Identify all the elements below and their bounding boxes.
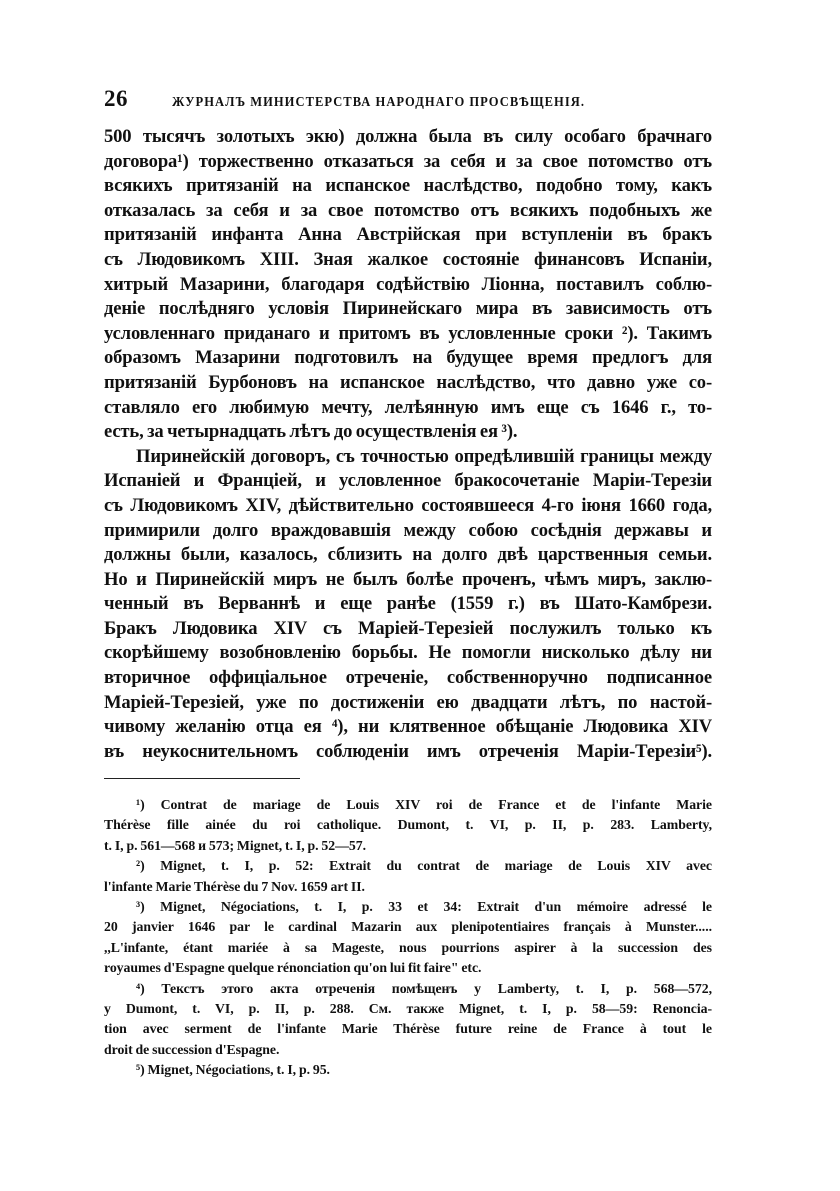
- footnote-line: у Dumont, t. VI, p. II, p. 288. См. также Mignet, t. I, p. 58—59: Renoncia-: [104, 1000, 712, 1016]
- footnote-line: ⁵) Mignet, Négociations, t. I, p. 95.: [136, 1062, 330, 1078]
- text-line: примирили долго враждовавшія между собою сосѣднія державы и: [104, 519, 712, 541]
- page-number: 26: [104, 86, 128, 111]
- paragraph: [104, 125, 712, 445]
- footnote-line: ¹) Contrat de mariage de Louis XIV roi de France et de l'infante Marie: [136, 797, 712, 812]
- main-text: [104, 125, 712, 764]
- footnote: [104, 1060, 712, 1080]
- text-line: условленнаго приданаго и притомъ въ условленные сроки ²). Такимъ: [104, 322, 712, 344]
- footnote: [104, 856, 712, 897]
- footnote-separator: [104, 778, 300, 779]
- footnote: [104, 795, 712, 856]
- text-line: договора¹) торжественно отказаться за себя и за свое потомство отъ: [104, 150, 712, 172]
- text-line: чивому желанію отца ея ⁴), ни клятвенное обѣщаніе Людовика XIV: [104, 716, 712, 738]
- footnote-line: ³) Mignet, Négociations, t. I, p. 33 et 34: Extrait d'un mémoire adressé le: [136, 898, 712, 914]
- footnote-line: l'infante Marie Thérèse du 7 Nov. 1659 art II.: [104, 878, 365, 894]
- text-line: должны были, казалось, сблизить на долго двѣ царственныя семьи.: [104, 544, 712, 566]
- footnote-line: t. I, p. 561—568 и 573; Mignet, t. I, p. 52—57.: [104, 837, 366, 853]
- text-line: Бракъ Людовика XIV съ Маріей-Терезіей послужилъ только къ: [104, 617, 712, 639]
- text-line: хитрый Мазарини, благодаря содѣйствію Ліонна, поставилъ соблю-: [104, 273, 712, 295]
- text-line: всякихъ притязаній на испанское наслѣдство, подобно тому, какъ: [104, 175, 712, 197]
- text-line: 500 тысячъ золотыхъ экю) должна была въ силу особаго брачнаго: [104, 126, 712, 147]
- footnote-line: ⁴) Текстъ этого акта отреченія помѣщенъ у Lamberty, t. I, p. 568—572,: [136, 980, 712, 996]
- text-line: скорѣйшему возобновленію борьбы. Не помогли нисколько дѣлу ни: [104, 642, 712, 664]
- footnote-line: ²) Mignet, t. I, p. 52: Extrait du contrat de mariage de Louis XIV avec: [136, 858, 712, 874]
- text-line: притязаній инфанта Анна Австрійская при вступленіи въ бракъ: [104, 224, 712, 246]
- footnote: [104, 897, 712, 979]
- paragraph: [104, 445, 712, 765]
- footnote-line: ,,L'infante, étant mariée à sa Mageste, nous pourrions aspirer à la succession des: [104, 939, 712, 955]
- text-line: ставляло его любимую мечту, лелѣянную имъ еще съ 1646 г., то-: [104, 396, 712, 418]
- text-line: съ Людовикомъ XIV, дѣйствительно состоявшееся 4-го іюня 1660 года,: [104, 494, 712, 516]
- text-line: отказалась за себя и за свое потомство отъ всякихъ подобныхъ же: [104, 199, 712, 221]
- text-line: образомъ Мазарини подготовилъ на будущее время предлогъ для: [104, 347, 712, 369]
- footnote-line: tion avec serment de l'infante Marie Thérèse future reine de France à tout le: [104, 1021, 712, 1037]
- footnote-line: 20 janvier 1646 par le cardinal Mazarin aux plenipotentiaires français à Munster.....: [104, 919, 712, 935]
- running-title: ЖУРНАЛЪ МИНИСТЕРСТВА НАРОДНАГО ПРОСВѢЩЕНІЯ.: [172, 94, 586, 109]
- text-line: въ неукоснительномъ соблюденіи имъ отреченія Маріи-Терезіи⁵).: [104, 740, 712, 762]
- footnote-line: droit de succession d'Espagne.: [104, 1041, 280, 1057]
- text-line: съ Людовикомъ XIII. Зная жалкое состояніе финансовъ Испаніи,: [104, 248, 712, 270]
- footnote: [104, 979, 712, 1061]
- footnote-line: royaumes d'Espagne quelque rénonciation qu'on lui fit faire" etc.: [104, 960, 482, 976]
- text-line: Маріей-Терезіей, уже по достиженіи ею двадцати лѣтъ, по настой-: [104, 691, 712, 713]
- text-line: есть, за четырнадцать лѣтъ до осуществленія ея ³).: [104, 421, 518, 443]
- text-line: Пиринейскій договоръ, съ точностью опредѣлившій границы между: [136, 445, 712, 467]
- text-line: Но и Пиринейскій миръ не былъ болѣе проченъ, чѣмъ миръ, заклю-: [104, 568, 712, 590]
- footnotes: [104, 795, 712, 1080]
- text-line: Испаніей и Франціей, и условленное бракосочетаніе Маріи-Терезіи: [104, 470, 712, 492]
- page-header: [104, 86, 712, 112]
- text-line: ченный въ Верваннѣ и еще ранѣе (1559 г.) въ Шато-Камбрези.: [104, 593, 712, 615]
- text-line: деніе послѣдняго условія Пиринейскаго мира въ зависимость отъ: [104, 298, 712, 320]
- footnote-line: Thérèse fille ainée du roi catholique. Dumont, t. VI, p. II, p. 283. Lamberty,: [104, 817, 712, 833]
- text-line: вторичное оффиціальное отреченіе, собственноручно подписанное: [104, 667, 712, 689]
- text-line: притязаній Бурбоновъ на испанское наслѣдство, что давно уже со-: [104, 371, 712, 393]
